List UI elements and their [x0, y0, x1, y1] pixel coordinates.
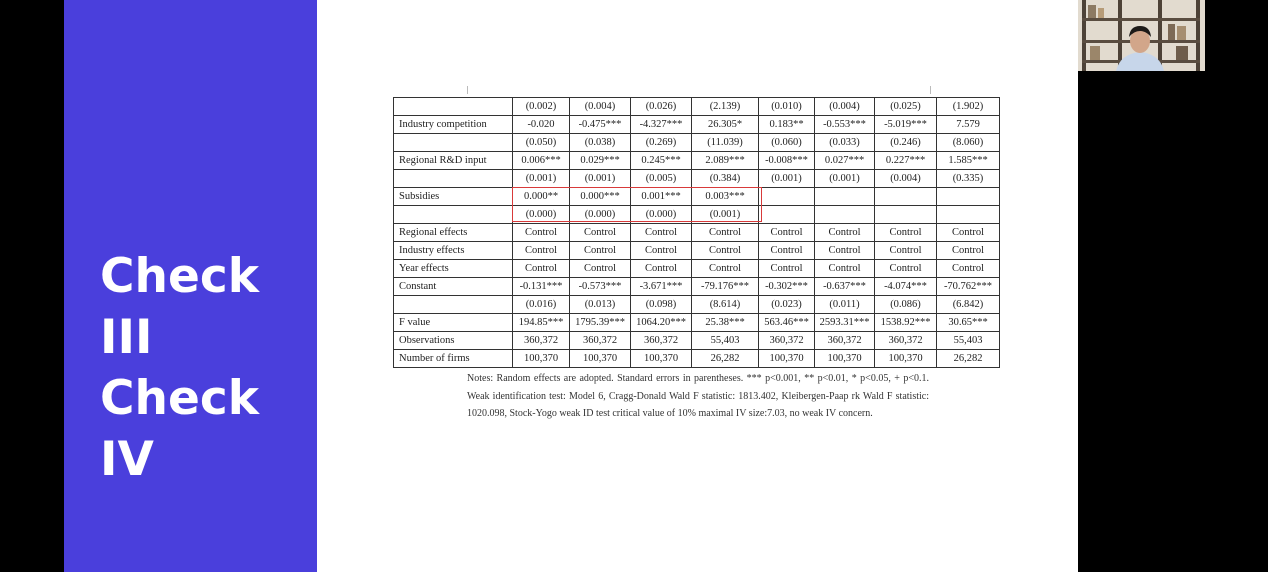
row-label: [394, 170, 513, 188]
table-cell: (0.335): [937, 170, 1000, 188]
table-cell: Control: [513, 224, 570, 242]
table-cell: (0.000): [631, 206, 692, 224]
table-row: [394, 278, 1000, 296]
table-cell: (8.060): [937, 134, 1000, 152]
table-cell: (0.004): [815, 98, 875, 116]
table-cell: -4.074***: [875, 278, 937, 296]
table-cell: (0.004): [570, 98, 631, 116]
table-cell: -0.475***: [570, 116, 631, 134]
row-label: Year effects: [394, 260, 513, 278]
table-row: [394, 350, 1000, 368]
table-cell: Control: [937, 260, 1000, 278]
table-cell: Control: [875, 260, 937, 278]
table-cell: 360,372: [513, 332, 570, 350]
table-cell: [937, 188, 1000, 206]
table-cell: (0.384): [692, 170, 759, 188]
row-label: Observations: [394, 332, 513, 350]
row-label: Constant: [394, 278, 513, 296]
table-cell: 55,403: [937, 332, 1000, 350]
side-panel: [64, 0, 317, 572]
title-line-4: IV: [100, 432, 154, 487]
table-cell: (0.010): [759, 98, 815, 116]
table-cell: 2593.31***: [815, 314, 875, 332]
row-label: Number of firms: [394, 350, 513, 368]
table-cell: -5.019***: [875, 116, 937, 134]
table-cell: (0.026): [631, 98, 692, 116]
table-cell: 1538.92***: [875, 314, 937, 332]
table-cell: 563.46***: [759, 314, 815, 332]
table-cell: (0.016): [513, 296, 570, 314]
webcam-thumbnail: [1078, 0, 1205, 71]
table-cell: (0.011): [815, 296, 875, 314]
table-cell: (0.050): [513, 134, 570, 152]
table-cell: Control: [631, 242, 692, 260]
table-cell: Control: [570, 260, 631, 278]
table-cell: 55,403: [692, 332, 759, 350]
table-cell: 100,370: [815, 350, 875, 368]
table-cell: Control: [631, 260, 692, 278]
table-row: [394, 242, 1000, 260]
table-cell: 0.183**: [759, 116, 815, 134]
row-label: [394, 206, 513, 224]
table-cell: (2.139): [692, 98, 759, 116]
table-cell: (8.614): [692, 296, 759, 314]
row-label: F value: [394, 314, 513, 332]
table-cell: (0.086): [875, 296, 937, 314]
table-cell: 0.000**: [513, 188, 570, 206]
table-cell: Control: [759, 242, 815, 260]
table-cell: Control: [513, 242, 570, 260]
table-cell: -70.762***: [937, 278, 1000, 296]
table-row: [394, 170, 1000, 188]
table-cell: (0.002): [513, 98, 570, 116]
table-cell: 0.003***: [692, 188, 759, 206]
table-cell: (11.039): [692, 134, 759, 152]
table-cell: (0.269): [631, 134, 692, 152]
table-cell: 100,370: [513, 350, 570, 368]
table-cell: 0.245***: [631, 152, 692, 170]
crop-mark: [930, 86, 931, 94]
row-label: Industry competition: [394, 116, 513, 134]
table-cell: (0.060): [759, 134, 815, 152]
table-cell: 360,372: [875, 332, 937, 350]
row-label: Subsidies: [394, 188, 513, 206]
table-cell: (0.246): [875, 134, 937, 152]
regression-results-table: [393, 97, 1000, 368]
slide-title: [100, 246, 259, 490]
presenter-video-icon: [1078, 0, 1205, 71]
table-cell: 360,372: [815, 332, 875, 350]
table-cell: 100,370: [631, 350, 692, 368]
table-cell: 0.029***: [570, 152, 631, 170]
table-cell: 100,370: [875, 350, 937, 368]
table-cell: Control: [631, 224, 692, 242]
table-cell: Control: [759, 260, 815, 278]
table-cell: (0.098): [631, 296, 692, 314]
slide: [64, 0, 1078, 572]
table-cell: [759, 206, 815, 224]
table-cell: (0.033): [815, 134, 875, 152]
table-cell: (0.001): [570, 170, 631, 188]
table-cell: Control: [513, 260, 570, 278]
table-cell: (0.001): [815, 170, 875, 188]
table-cell: [875, 206, 937, 224]
table-row: [394, 260, 1000, 278]
table-cell: (0.000): [513, 206, 570, 224]
table-cell: (1.902): [937, 98, 1000, 116]
table-cell: (0.004): [875, 170, 937, 188]
table-cell: 194.85***: [513, 314, 570, 332]
table-cell: (0.001): [759, 170, 815, 188]
table-cell: (0.023): [759, 296, 815, 314]
row-label: Regional effects: [394, 224, 513, 242]
title-line-2: III: [100, 310, 153, 365]
table-cell: 26,282: [937, 350, 1000, 368]
table-cell: Control: [692, 242, 759, 260]
table-cell: [815, 206, 875, 224]
table-row: [394, 224, 1000, 242]
table-cell: [759, 188, 815, 206]
table-cell: [815, 188, 875, 206]
table-cell: Control: [937, 224, 1000, 242]
table-cell: Control: [815, 242, 875, 260]
table-cell: 0.006***: [513, 152, 570, 170]
table-cell: Control: [875, 224, 937, 242]
title-line-3: Check: [100, 371, 259, 426]
table-cell: 1064.20***: [631, 314, 692, 332]
table-cell: Control: [570, 242, 631, 260]
table-row: [394, 134, 1000, 152]
table-row: [394, 314, 1000, 332]
table-cell: 360,372: [759, 332, 815, 350]
table-row: [394, 116, 1000, 134]
table-cell: 0.000***: [570, 188, 631, 206]
table-cell: 0.027***: [815, 152, 875, 170]
table-cell: 360,372: [631, 332, 692, 350]
table-row: [394, 296, 1000, 314]
table-cell: Control: [815, 224, 875, 242]
table-cell: Control: [570, 224, 631, 242]
table-cell: (0.001): [692, 206, 759, 224]
table-cell: 100,370: [759, 350, 815, 368]
table-cell: 7.579: [937, 116, 1000, 134]
table-cell: 1795.39***: [570, 314, 631, 332]
crop-mark: [467, 86, 468, 94]
table-cell: Control: [815, 260, 875, 278]
title-line-1: Check: [100, 249, 259, 304]
table-cell: -0.553***: [815, 116, 875, 134]
table-cell: -0.302***: [759, 278, 815, 296]
table-cell: -4.327***: [631, 116, 692, 134]
row-label: Regional R&D input: [394, 152, 513, 170]
table-cell: 26.305*: [692, 116, 759, 134]
table-notes: Notes: Random effects are adopted. Standard errors in parentheses. *** p<0.001, ** p<0.01, * p<0.05, + p<0.1. Weak identification test: Model 6, Cragg-Donald Wald F statistic: 1813.402, Kleibergen-Paap rk Wald F statistic: 1020.098, Stock-Yogo weak ID test critical value of 10% maximal IV size:7.03, no weak IV concern.: [467, 373, 929, 419]
table-cell: -0.008***: [759, 152, 815, 170]
table-row: [394, 332, 1000, 350]
row-label: [394, 296, 513, 314]
table-cell: (0.025): [875, 98, 937, 116]
table-cell: 0.227***: [875, 152, 937, 170]
table-cell: (6.842): [937, 296, 1000, 314]
row-label: [394, 98, 513, 116]
table-cell: Control: [937, 242, 1000, 260]
table-cell: 360,372: [570, 332, 631, 350]
table-cell: 100,370: [570, 350, 631, 368]
table-cell: (0.013): [570, 296, 631, 314]
table-cell: -0.020: [513, 116, 570, 134]
table-cell: Control: [692, 260, 759, 278]
subsidies-highlight-box: [512, 187, 762, 222]
table-cell: [937, 206, 1000, 224]
table-cell: Control: [759, 224, 815, 242]
table-cell: -0.637***: [815, 278, 875, 296]
table-cell: Control: [875, 242, 937, 260]
table-cell: [875, 188, 937, 206]
table-cell: 30.65***: [937, 314, 1000, 332]
table-cell: 26,282: [692, 350, 759, 368]
table-cell: -79.176***: [692, 278, 759, 296]
table-row: [394, 98, 1000, 116]
table-cell: 1.585***: [937, 152, 1000, 170]
table-cell: (0.005): [631, 170, 692, 188]
row-label: Industry effects: [394, 242, 513, 260]
table-row: [394, 152, 1000, 170]
row-label: [394, 134, 513, 152]
table-cell: -3.671***: [631, 278, 692, 296]
table-cell: 2.089***: [692, 152, 759, 170]
table-cell: -0.573***: [570, 278, 631, 296]
table-cell: 0.001***: [631, 188, 692, 206]
table-cell: 25.38***: [692, 314, 759, 332]
table-cell: Control: [692, 224, 759, 242]
table-cell: (0.001): [513, 170, 570, 188]
table-cell: -0.131***: [513, 278, 570, 296]
table-cell: (0.000): [570, 206, 631, 224]
table-cell: (0.038): [570, 134, 631, 152]
